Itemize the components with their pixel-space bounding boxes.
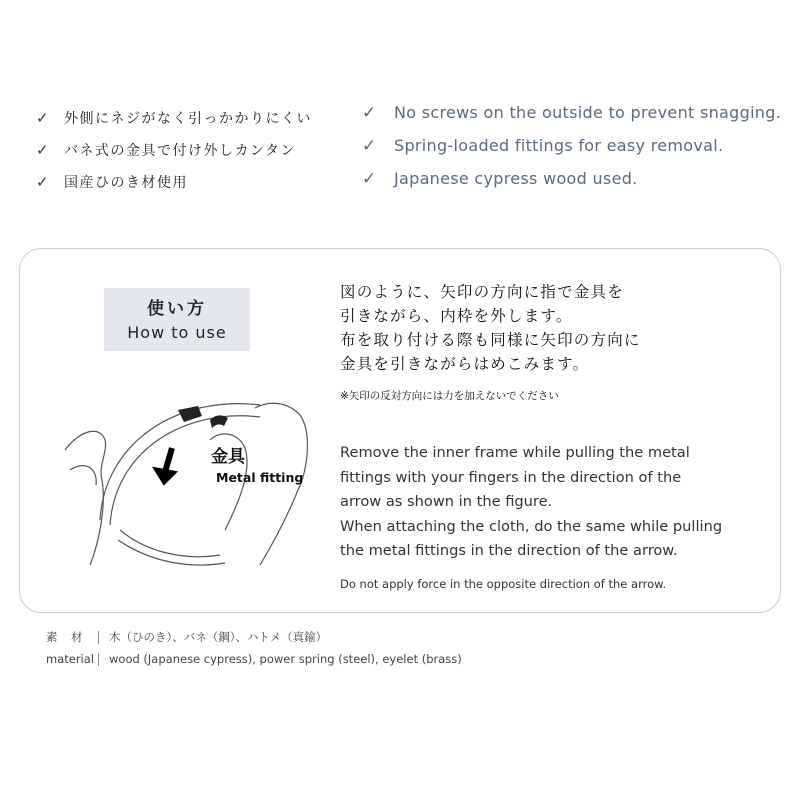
material-row-en (46, 652, 462, 666)
feature-item (36, 104, 312, 132)
check-icon: ✓ (36, 109, 51, 127)
feature-text: 外側にネジがなく引っかかりにくい (64, 111, 312, 127)
instruction-line: arrow as shown in the figure. (340, 493, 553, 510)
metal-fitting-label-en: Metal fitting (216, 470, 304, 485)
feature-text: バネ式の金具で付け外しカンタン (64, 143, 296, 159)
instruction-line: When attaching the cloth, do the same while pulling (340, 517, 723, 535)
left-hand-finger (70, 466, 96, 485)
feature-item (362, 131, 781, 160)
feature-item (362, 98, 781, 127)
instruction-line: the metal fittings in the direction of the arrow. (340, 542, 678, 559)
direction-arrow (165, 448, 172, 472)
feature-item (36, 168, 312, 196)
check-icon: ✓ (362, 135, 377, 156)
metal-fitting-label-jp: 金具 (211, 447, 245, 467)
metal-fitting-mark (210, 415, 228, 428)
material-label-jp: 素 材 (46, 630, 88, 644)
instructions-en (340, 441, 722, 564)
features-list-en (362, 98, 781, 197)
instruction-line: 引きながら、内枠を外します。 (340, 307, 573, 325)
feature-text: Japanese cypress wood used. (394, 169, 638, 188)
heading-jp: 使い方 (147, 299, 207, 319)
check-icon: ✓ (36, 141, 51, 159)
feature-text: No screws on the outside to prevent snagging. (394, 103, 782, 122)
left-hand (65, 431, 106, 565)
feature-text: 国産ひのき材使用 (64, 175, 188, 191)
material-value-en: wood (Japanese cypress), power spring (steel), eyelet (brass) (109, 652, 462, 666)
material-value-jp: 木（ひのき）、バネ（鋼）、ハトメ（真鍮） (109, 630, 328, 644)
metal-fitting-mark (178, 406, 202, 422)
check-icon: ✓ (362, 168, 377, 189)
feature-item (36, 136, 312, 164)
features-list-jp (36, 104, 312, 200)
feature-text: Spring-loaded fittings for easy removal. (394, 136, 724, 155)
check-icon: ✓ (362, 102, 377, 123)
instruction-line: fittings with your fingers in the direction of the (340, 468, 682, 486)
instruction-line: 図のように、矢印の方向に指で金具を (340, 283, 624, 301)
check-icon: ✓ (36, 173, 51, 191)
heading-en: How to use (127, 323, 227, 342)
arrow-head (154, 468, 176, 484)
how-to-use-heading (104, 288, 250, 351)
divider (98, 653, 99, 666)
divider (98, 631, 99, 644)
caution-note-jp: ※矢印の反対方向には力を加えないでください (340, 390, 559, 402)
material-label-en: material (46, 652, 94, 666)
instruction-line: 金具を引きながらはめこみます。 (340, 355, 590, 373)
hoop-ring-edge (120, 530, 220, 557)
instructions-jp (340, 280, 641, 376)
material-row-jp (46, 629, 327, 645)
feature-item (362, 164, 781, 193)
instruction-line: 布を取り付ける際も同様に矢印の方向に (340, 331, 641, 349)
instruction-line: Remove the inner frame while pulling the metal (340, 444, 690, 461)
caution-note-en: Do not apply force in the opposite direction of the arrow. (340, 577, 667, 591)
hoop-ring-edge-2 (118, 540, 225, 565)
